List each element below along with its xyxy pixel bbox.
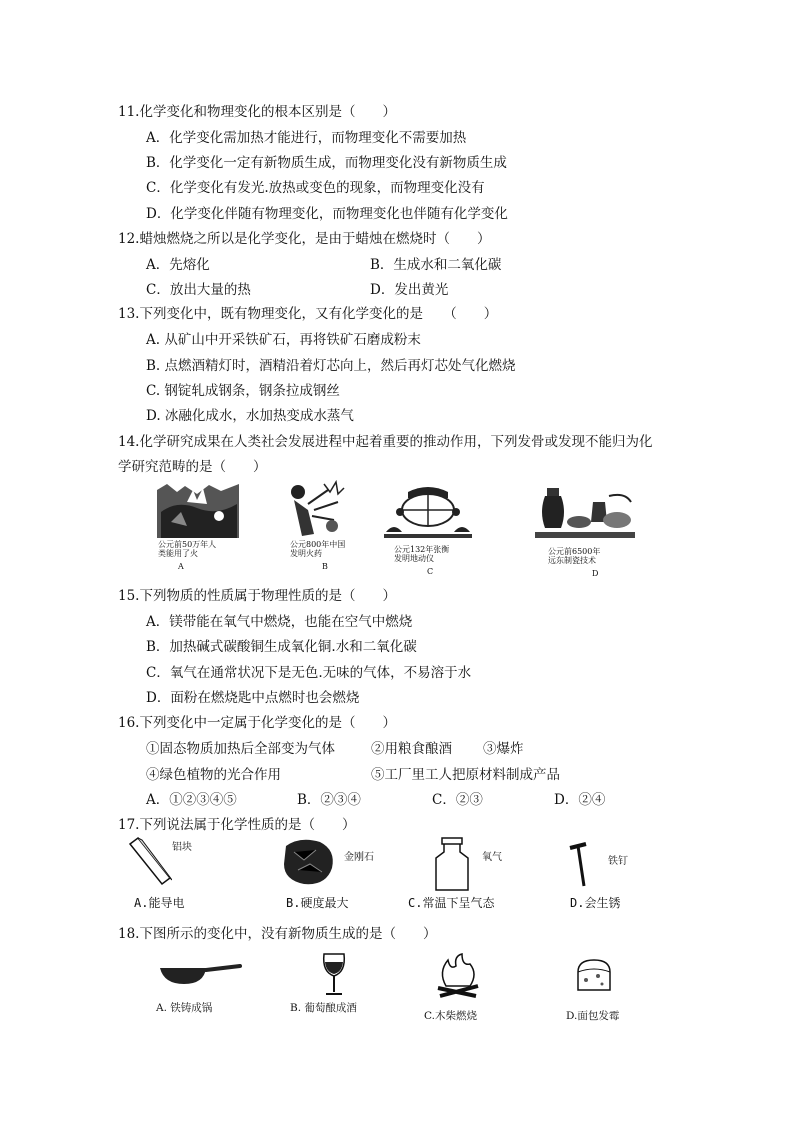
q12-option-a: A．先熔化 [146,257,210,273]
q14-a-caption-2: 类能用了火 [158,549,198,558]
q16-stem: 16.下列变化中一定属于化学变化的是（ ） [118,715,396,731]
q14-c-letter: C [427,567,434,576]
q15-option-b: B．加热碱式碳酸铜生成氧化铜.水和二氧化碳 [146,639,417,655]
diamond-icon [280,836,338,888]
q14-d-caption-1: 公元前6500年 [548,547,601,556]
q14-d-letter: D [592,569,599,578]
q15-option-c: C．氧气在通常状况下是无色.无味的气体，不易溶于水 [146,665,472,681]
q18-option-c: C.木柴燃烧 [424,1010,477,1022]
wine-glass-icon [320,952,348,998]
q13-stem: 13.下列变化中，既有物理变化，又有化学变化的是 （ ） [118,306,498,322]
q16-option-b: B．②③④ [297,792,361,808]
q15-option-a: A．镁带能在氧气中燃烧，也能在空气中燃烧 [146,614,413,630]
q11-option-a: A．化学变化需加热才能进行，而物理变化不需要加热 [146,130,467,146]
oxygen-bottle-icon [432,836,472,892]
q13-option-c: C. 钢锭轧成钢条，钢条拉成钢丝 [146,383,340,399]
q14-b-caption-2: 发明火药 [290,549,322,558]
q17-stem: 17.下列说法属于化学性质的是（ ） [118,817,356,833]
q16-option-c: C．②③ [432,792,483,808]
q14-stem-line1: 14.化学研究成果在人类社会发展进程中起着重要的推动作用，下列发骨或发现不能归为化 [118,434,653,450]
q12-stem: 12.蜡烛燃烧之所以是化学变化，是由于蜡烛在燃烧时（ ） [118,231,491,247]
q16-item-2: ②用粮食酿酒 [371,741,452,757]
gunpowder-illustration [284,480,346,538]
q12-option-d: D．发出黄光 [370,282,449,298]
porcelain-illustration [535,482,635,544]
q17-label-diamond: 金刚石 [344,852,374,863]
q11-option-d: D．化学变化伴随有物理变化，而物理变化也伴随有化学变化 [146,206,508,222]
q11-option-b: B．化学变化一定有新物质生成，而物理变化没有新物质生成 [146,155,507,171]
q17-option-c: C.常温下呈气态 [408,896,495,910]
q14-stem-line2: 学研究范畴的是（ ） [118,459,267,475]
q13-option-a: A. 从矿山中开采铁矿石，再将铁矿石磨成粉末 [146,332,421,348]
q15-option-d: D．面粉在燃烧匙中点燃时也会燃烧 [146,690,360,706]
q11-option-c: C．化学变化有发光.放热或变色的现象，而物理变化没有 [146,180,485,196]
q14-d-caption-2: 远东制瓷技术 [548,556,596,565]
seismograph-illustration [380,484,476,542]
q11-stem: 11.化学变化和物理变化的根本区别是（ ） [118,104,396,120]
q14-b-letter: B [322,562,328,571]
q12-option-c: C．放出大量的热 [146,282,251,298]
q14-a-caption-1: 公元前50万年人 [158,540,217,549]
q17-label-aluminum: 铝块 [172,842,192,853]
iron-nail-icon [568,842,606,890]
q16-option-a: A．①②③④⑤ [146,792,237,808]
q14-c-caption-2: 发明地动仪 [394,554,434,563]
q18-option-d: D.面包发霉 [566,1010,620,1022]
q13-option-b: B. 点燃酒精灯时，酒精沿着灯芯向上，然后再灯芯处气化燃烧 [146,358,516,374]
q14-b-caption-1: 公元800年中国 [290,540,346,549]
q14-a-letter: A [178,562,184,571]
q16-item-3: ③爆炸 [483,741,524,757]
frying-pan-icon [158,962,242,988]
q17-option-b: B.硬度最大 [286,896,349,910]
q16-item-5: ⑤工厂里工人把原材料制成产品 [371,767,560,783]
q17-label-oxygen: 氧气 [482,852,502,863]
q14-c-caption-1: 公元132年张衡 [394,545,450,554]
bread-icon [574,958,614,994]
aluminum-block-icon [128,836,172,888]
q15-stem: 15.下列物质的性质属于物理性质的是（ ） [118,588,396,604]
q17-option-d: D.会生锈 [570,896,621,910]
q18-option-b: B. 葡萄酿成酒 [290,1002,357,1014]
fire-illustration [157,482,239,538]
q16-item-1: ①固态物质加热后全部变为气体 [146,741,335,757]
q17-option-a: A.能导电 [134,896,185,910]
q12-option-b: B．生成水和二氧化碳 [370,257,502,273]
q16-option-d: D．②④ [554,792,606,808]
q13-option-d: D. 冰融化成水，水加热变成水蒸气 [146,408,354,424]
q16-item-4: ④绿色植物的光合作用 [146,767,281,783]
burning-wood-icon [432,952,482,1002]
q18-option-a: A. 铁铸成锅 [156,1002,213,1014]
q18-stem: 18.下图所示的变化中，没有新物质生成的是（ ） [118,926,437,942]
q17-label-nail: 铁钉 [608,856,628,867]
